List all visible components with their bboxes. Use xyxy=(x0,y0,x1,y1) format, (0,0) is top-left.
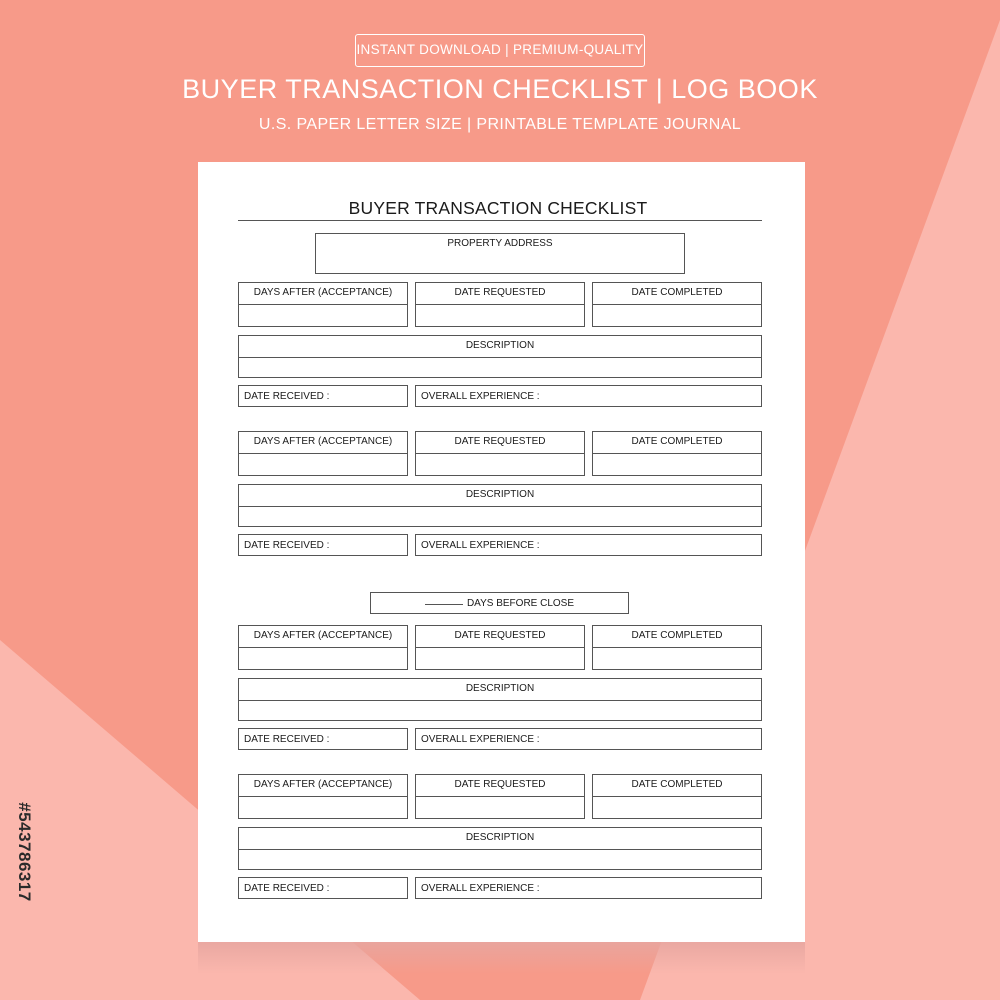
overall-experience-label: OVERALL EXPERIENCE : xyxy=(421,883,540,894)
column-label: DATE REQUESTED xyxy=(454,630,546,641)
column-label: DAYS AFTER (ACCEPTANCE) xyxy=(253,287,393,298)
date-received-field[interactable] xyxy=(238,385,408,407)
days-before-close-box[interactable] xyxy=(370,592,629,614)
date-received-label: DATE RECEIVED : xyxy=(244,734,330,745)
sheet-shadow xyxy=(198,938,805,974)
field-divider xyxy=(239,453,407,454)
column-label: DAYS AFTER (ACCEPTANCE) xyxy=(253,436,393,447)
days-after-box[interactable] xyxy=(238,282,408,327)
column-label: DAYS AFTER (ACCEPTANCE) xyxy=(253,630,393,641)
column-label: DATE COMPLETED xyxy=(631,779,723,790)
title-rule xyxy=(238,220,762,221)
days-after-box[interactable] xyxy=(238,431,408,476)
description-label: DESCRIPTION xyxy=(465,489,535,500)
date-received-field[interactable] xyxy=(238,877,408,899)
date-completed-box[interactable] xyxy=(592,774,762,819)
date-requested-box[interactable] xyxy=(415,431,585,476)
description-box[interactable] xyxy=(238,678,762,721)
field-divider xyxy=(239,506,761,507)
description-label: DESCRIPTION xyxy=(465,683,535,694)
column-label: DATE COMPLETED xyxy=(631,630,723,641)
field-divider xyxy=(593,796,761,797)
banner-title: BUYER TRANSACTION CHECKLIST | LOG BOOK xyxy=(182,74,818,104)
field-divider xyxy=(416,304,584,305)
field-divider xyxy=(593,647,761,648)
date-received-field[interactable] xyxy=(238,534,408,556)
field-divider xyxy=(239,700,761,701)
column-label: DATE COMPLETED xyxy=(631,436,723,447)
column-label: DAYS AFTER (ACCEPTANCE) xyxy=(253,779,393,790)
field-divider xyxy=(593,304,761,305)
date-completed-box[interactable] xyxy=(592,431,762,476)
blank-line xyxy=(425,604,463,605)
date-received-field[interactable] xyxy=(238,728,408,750)
days-after-box[interactable] xyxy=(238,774,408,819)
column-label: DATE REQUESTED xyxy=(454,287,546,298)
date-completed-box[interactable] xyxy=(592,625,762,670)
field-divider xyxy=(416,796,584,797)
date-requested-box[interactable] xyxy=(415,625,585,670)
overall-experience-field[interactable] xyxy=(415,877,762,899)
field-divider xyxy=(416,453,584,454)
log-sheet xyxy=(198,162,805,942)
column-label: DATE COMPLETED xyxy=(631,287,723,298)
description-box[interactable] xyxy=(238,335,762,378)
overall-experience-field[interactable] xyxy=(415,728,762,750)
property-address-box[interactable] xyxy=(315,233,685,274)
description-box[interactable] xyxy=(238,827,762,870)
description-label: DESCRIPTION xyxy=(465,340,535,351)
field-divider xyxy=(416,647,584,648)
field-divider xyxy=(239,304,407,305)
field-divider xyxy=(239,849,761,850)
days-after-box[interactable] xyxy=(238,625,408,670)
days-before-close-label: DAYS BEFORE CLOSE xyxy=(371,593,628,615)
date-received-label: DATE RECEIVED : xyxy=(244,883,330,894)
column-label: DATE REQUESTED xyxy=(454,436,546,447)
field-divider xyxy=(239,357,761,358)
description-box[interactable] xyxy=(238,484,762,527)
banner-subtitle: U.S. PAPER LETTER SIZE | PRINTABLE TEMPLATE JOURNAL xyxy=(258,116,742,133)
description-label: DESCRIPTION xyxy=(465,832,535,843)
overall-experience-field[interactable] xyxy=(415,534,762,556)
overall-experience-label: OVERALL EXPERIENCE : xyxy=(421,734,540,745)
date-requested-box[interactable] xyxy=(415,282,585,327)
date-received-label: DATE RECEIVED : xyxy=(244,391,330,402)
date-completed-box[interactable] xyxy=(592,282,762,327)
overall-experience-label: OVERALL EXPERIENCE : xyxy=(421,540,540,551)
date-requested-box[interactable] xyxy=(415,774,585,819)
stock-id: #543786317 xyxy=(15,802,34,902)
date-received-label: DATE RECEIVED : xyxy=(244,540,330,551)
sheet-title: BUYER TRANSACTION CHECKLIST xyxy=(348,198,648,218)
instant-download-badge: INSTANT DOWNLOAD | PREMIUM-QUALITY xyxy=(355,34,645,67)
overall-experience-field[interactable] xyxy=(415,385,762,407)
overall-experience-label: OVERALL EXPERIENCE : xyxy=(421,391,540,402)
field-divider xyxy=(239,796,407,797)
property-address-label: PROPERTY ADDRESS xyxy=(447,238,553,249)
column-label: DATE REQUESTED xyxy=(454,779,546,790)
field-divider xyxy=(593,453,761,454)
field-divider xyxy=(239,647,407,648)
